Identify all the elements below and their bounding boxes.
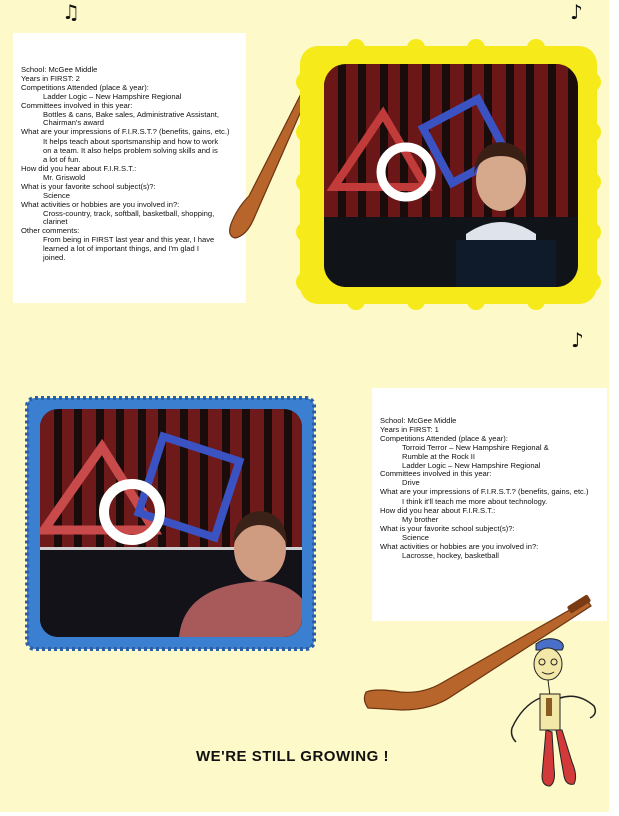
comments-label: Other comments: — [21, 226, 80, 236]
hobbies-value: clarinet — [43, 217, 68, 227]
team-member-photo-1 — [324, 64, 578, 290]
committees-label: Committees involved in this year: — [21, 100, 133, 110]
music-note-icon: ♫ — [62, 0, 80, 24]
committees-value: Bottles & cans, Bake sales, Administrative Assistant, — [43, 109, 220, 119]
subject-label: What is your favorite school subject(s)?: — [380, 523, 515, 533]
years-text: Years in FIRST: 2 — [21, 73, 80, 83]
impressions-label: What are your impressions of F.I.R.S.T.? (benefits, gains, etc.) — [380, 487, 589, 497]
competitions-value: Ladder Logic – New Hampshire Regional — [43, 91, 182, 101]
heard-label: How did you hear about F.I.R.S.T.: — [21, 163, 137, 173]
profile-card-2 — [372, 388, 607, 621]
music-note-icon: ♪ — [570, 0, 583, 24]
school-text: School: McGee Middle — [21, 65, 98, 74]
committees-value: Chairman's award — [43, 118, 104, 128]
subject-value: Science — [43, 190, 71, 200]
impressions-value: I think it'll teach me more about technology. — [402, 497, 548, 507]
comments-value: joined. — [43, 253, 66, 263]
impressions-value: It helps teach about sportsmanship and how to work — [43, 137, 219, 147]
competitions-value: Ladder Logic – New Hampshire Regional — [402, 460, 541, 470]
competitions-label: Competitions Attended (place & year): — [21, 82, 149, 92]
subject-label: What is your favorite school subject(s)?: — [21, 181, 156, 191]
impressions-label: What are your impressions of F.I.R.S.T.? (benefits, gains, etc.) — [21, 127, 230, 137]
music-note-icon: ♪ — [571, 328, 584, 352]
team-member-photo-2 — [40, 409, 314, 637]
robot-character-icon — [506, 636, 606, 796]
competitions-label: Competitions Attended (place & year): — [380, 433, 508, 443]
hobbies-label: What activities or hobbies are you involved in?: — [21, 199, 180, 209]
competitions-value: Torroid Terror – New Hampshire Regional & — [402, 442, 549, 452]
committees-label: Committees involved in this year: — [380, 469, 492, 479]
profile-card-1 — [13, 33, 246, 303]
hobbies-value: Lacrosse, hockey, basketball — [402, 550, 499, 560]
heard-value: Mr. Griswold — [43, 172, 86, 182]
comments-value: learned a lot of important things, and I'm glad I — [43, 244, 199, 254]
slogan-text: WE'RE STILL GROWING ! — [196, 748, 389, 765]
heard-value: My brother — [402, 514, 439, 524]
heard-label: How did you hear about F.I.R.S.T.: — [380, 506, 496, 516]
committees-value: Drive — [402, 478, 420, 488]
impressions-value: on a team. It also helps problem solving skills and is — [43, 146, 218, 156]
subject-value: Science — [402, 532, 430, 542]
comments-value: From being in FIRST last year and this year, I have — [43, 235, 215, 245]
hobbies-label: What activities or hobbies are you involved in?: — [380, 541, 539, 551]
impressions-value: a lot of fun. — [43, 155, 81, 165]
hobbies-value: Cross-country, track, softball, basketball, shopping, — [43, 208, 215, 218]
photo-frame-2 — [24, 395, 317, 652]
photo-frame-1 — [296, 42, 601, 308]
school-text: School: McGee Middle — [380, 416, 457, 425]
competitions-value: Rumble at the Rock II — [402, 451, 476, 461]
years-text: Years in FIRST: 1 — [380, 424, 439, 434]
